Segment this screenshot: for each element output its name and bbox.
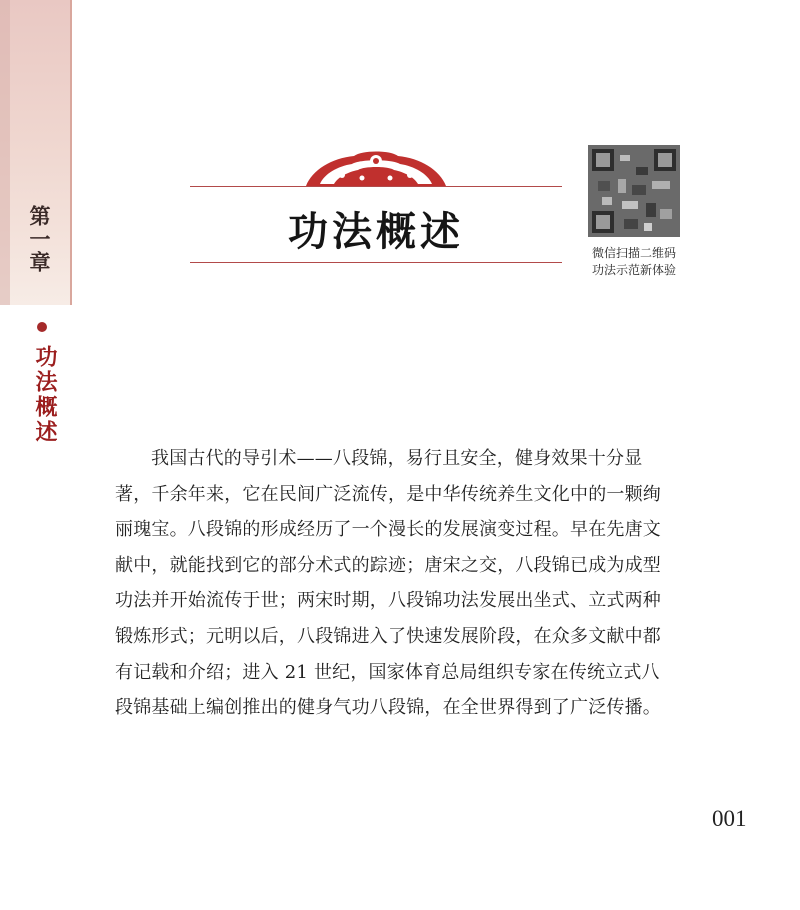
title-top-rule [190,186,562,187]
chapter-label: 第一章 [27,205,52,274]
qr-caption-line2: 功法示范新体验 [591,263,676,277]
title-bottom-rule [190,262,562,263]
page-number: 001 [712,806,747,831]
body-text [115,441,665,726]
qr-code-icon [588,145,680,237]
bullet-dot [37,322,47,332]
body-paragraph: 我国古代的导引术——八段锦，易行且安全，健身效果十分显著，千余年来，它在民间广泛流传，是中华传统养生文化中的一颗绚丽瑰宝。八段锦的形成经历了一个漫长的发展演变过程。早在先唐文献中，就能找到它的部分术式的踪迹；唐宋之交，八段锦已成为成型功法并开始流传于世；两宋时期，八段锦功法发展出坐式、立式两种锻炼形式；元明以后，八段锦进入了快速发展阶段，在众多文献中都有记载和介绍；进入 21 世纪，国家体育总局组织专家在传统立式八段锦基础上编创推出的健身气功八段锦，在全世界得到了广泛传播。 [115,448,661,719]
qr-caption-line1: 微信扫描二维码 [591,246,676,260]
qr-code-block [588,145,680,279]
lotus-ornament-icon [302,148,450,188]
chapter-title: 功法概述 [288,208,464,255]
side-section-title: 功法概述 [32,345,58,445]
qr-caption [588,245,680,279]
chapter-title-block [190,148,562,270]
